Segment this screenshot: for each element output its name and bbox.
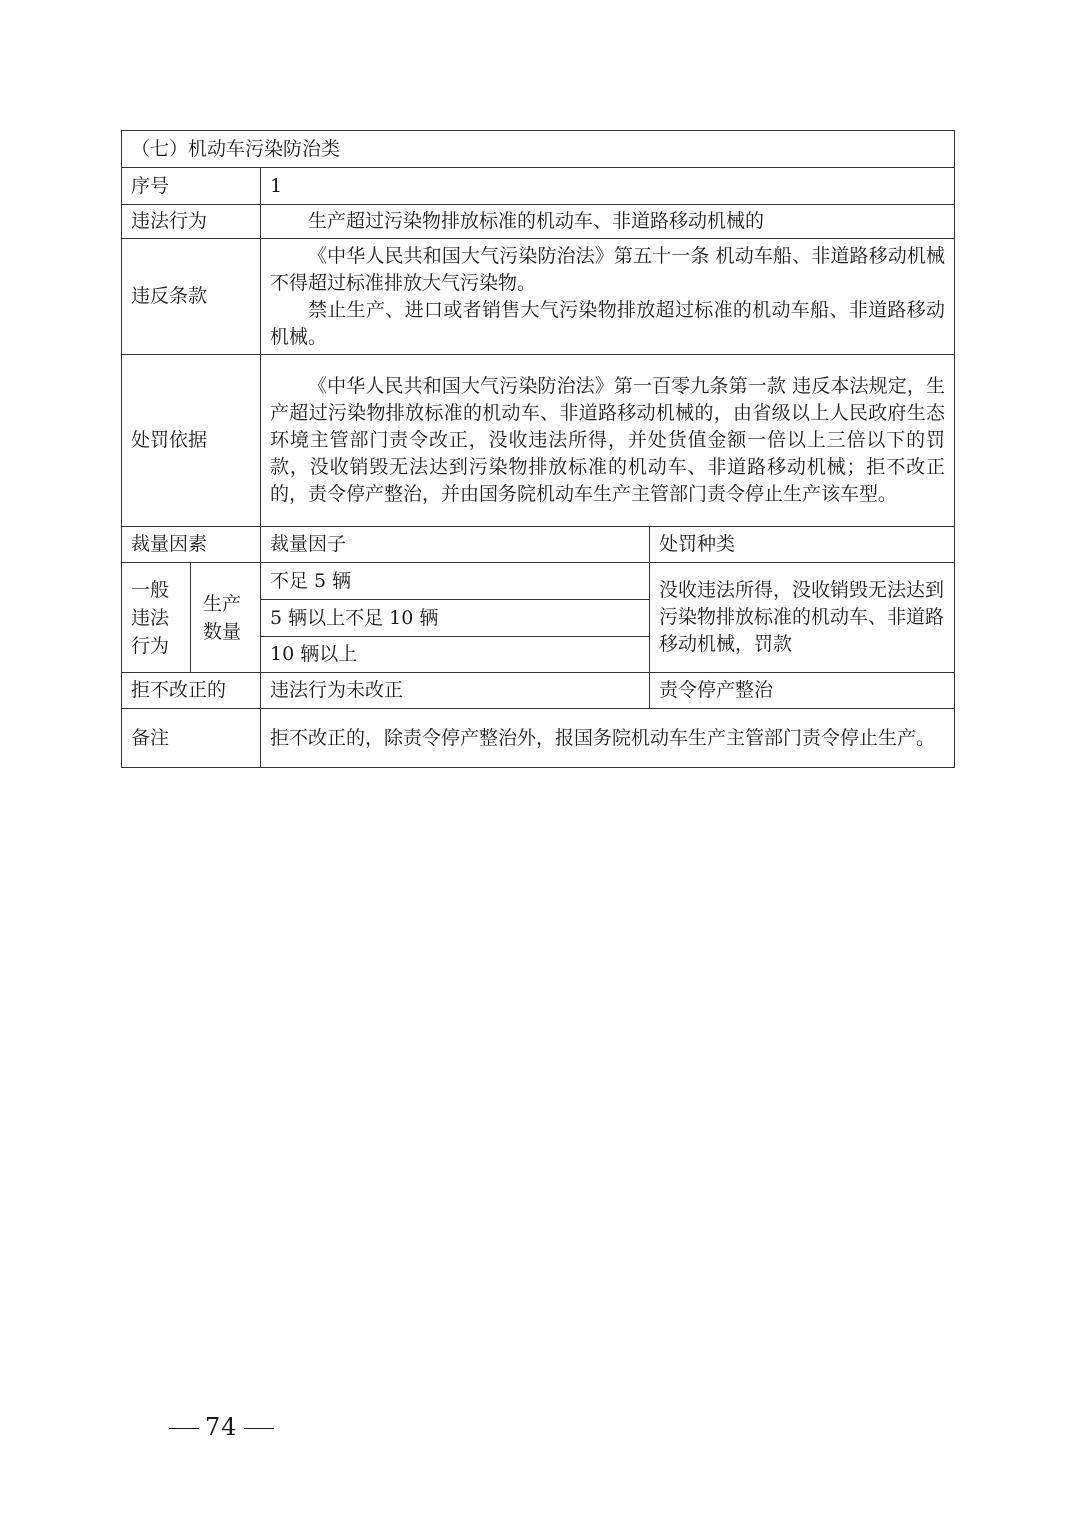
serial-label: 序号 (122, 168, 261, 205)
penalty-table (121, 130, 955, 768)
serial-value: 1 (261, 168, 955, 205)
clause-paragraph-2: 禁止生产、进口或者销售大气污染物排放超过标准的机动车船、非道路移动机械。 (270, 298, 946, 348)
refuse-factor: 违法行为未改正 (261, 673, 650, 709)
factor-header: 裁量因子 (261, 527, 650, 563)
general-label-line-3: 行为 (131, 634, 170, 657)
page-number: 74 (205, 1413, 238, 1441)
clause-label: 违反条款 (122, 239, 261, 355)
page-footer (163, 1412, 280, 1442)
penalty-basis-value (261, 355, 955, 527)
penalty-basis-label: 处罚依据 (122, 355, 261, 527)
clause-value (261, 239, 955, 355)
factor-1: 不足 5 辆 (261, 563, 650, 600)
general-penalty (650, 563, 955, 673)
remarks-label: 备注 (122, 709, 261, 768)
quantity-label-line-2: 数量 (203, 620, 242, 643)
refuse-penalty: 责令停产整治 (650, 673, 955, 709)
remarks-text: 拒不改正的，除责令停产整治外，报国务院机动车生产主管部门责令停止生产。 (270, 726, 936, 749)
section-title: （七）机动车污染防治类 (122, 131, 955, 168)
general-label-line-1: 一般 (131, 578, 170, 601)
general-penalty-text: 没收违法所得，没收销毁无法达到污染物排放标准的机动车、非道路移动机械，罚款 (659, 579, 945, 655)
violation-text: 生产超过污染物排放标准的机动车、非道路移动机械的 (308, 210, 765, 232)
violation-value (261, 205, 955, 239)
quantity-label-line-1: 生产 (203, 592, 242, 615)
factor-2: 5 辆以上不足 10 辆 (261, 600, 650, 637)
remarks-value (261, 709, 955, 768)
discretion-label: 裁量因素 (122, 527, 261, 563)
general-label-line-2: 违法 (131, 606, 170, 629)
penalty-basis-text: 《中华人民共和国大气污染防治法》第一百零九条第一款 违反本法规定，生产超过污染物排放标准的机动车、非道路移动机械的，由省级以上人民政府生态环境主管部门责令改正，没收违法所得，并处货值金额一倍以上三倍以下的罚款，没收销毁无法达到污染物排放标准的机动车、非道路移动机械；拒不改正的，责令停产整治，并由国务院机动车生产主管部门责令停止生产该车型。 (270, 375, 946, 505)
production-quantity-label (191, 563, 261, 673)
violation-label: 违法行为 (122, 205, 261, 239)
general-violation-label (122, 563, 191, 673)
refuse-label: 拒不改正的 (122, 673, 261, 709)
clause-paragraph-1: 《中华人民共和国大气污染防治法》第五十一条 机动车船、非道路移动机械不得超过标准排放大气污染物。 (270, 244, 946, 294)
page-dash-right (244, 1428, 274, 1429)
factor-3: 10 辆以上 (261, 637, 650, 673)
penalty-type-header: 处罚种类 (650, 527, 955, 563)
page-dash-left (169, 1428, 199, 1429)
